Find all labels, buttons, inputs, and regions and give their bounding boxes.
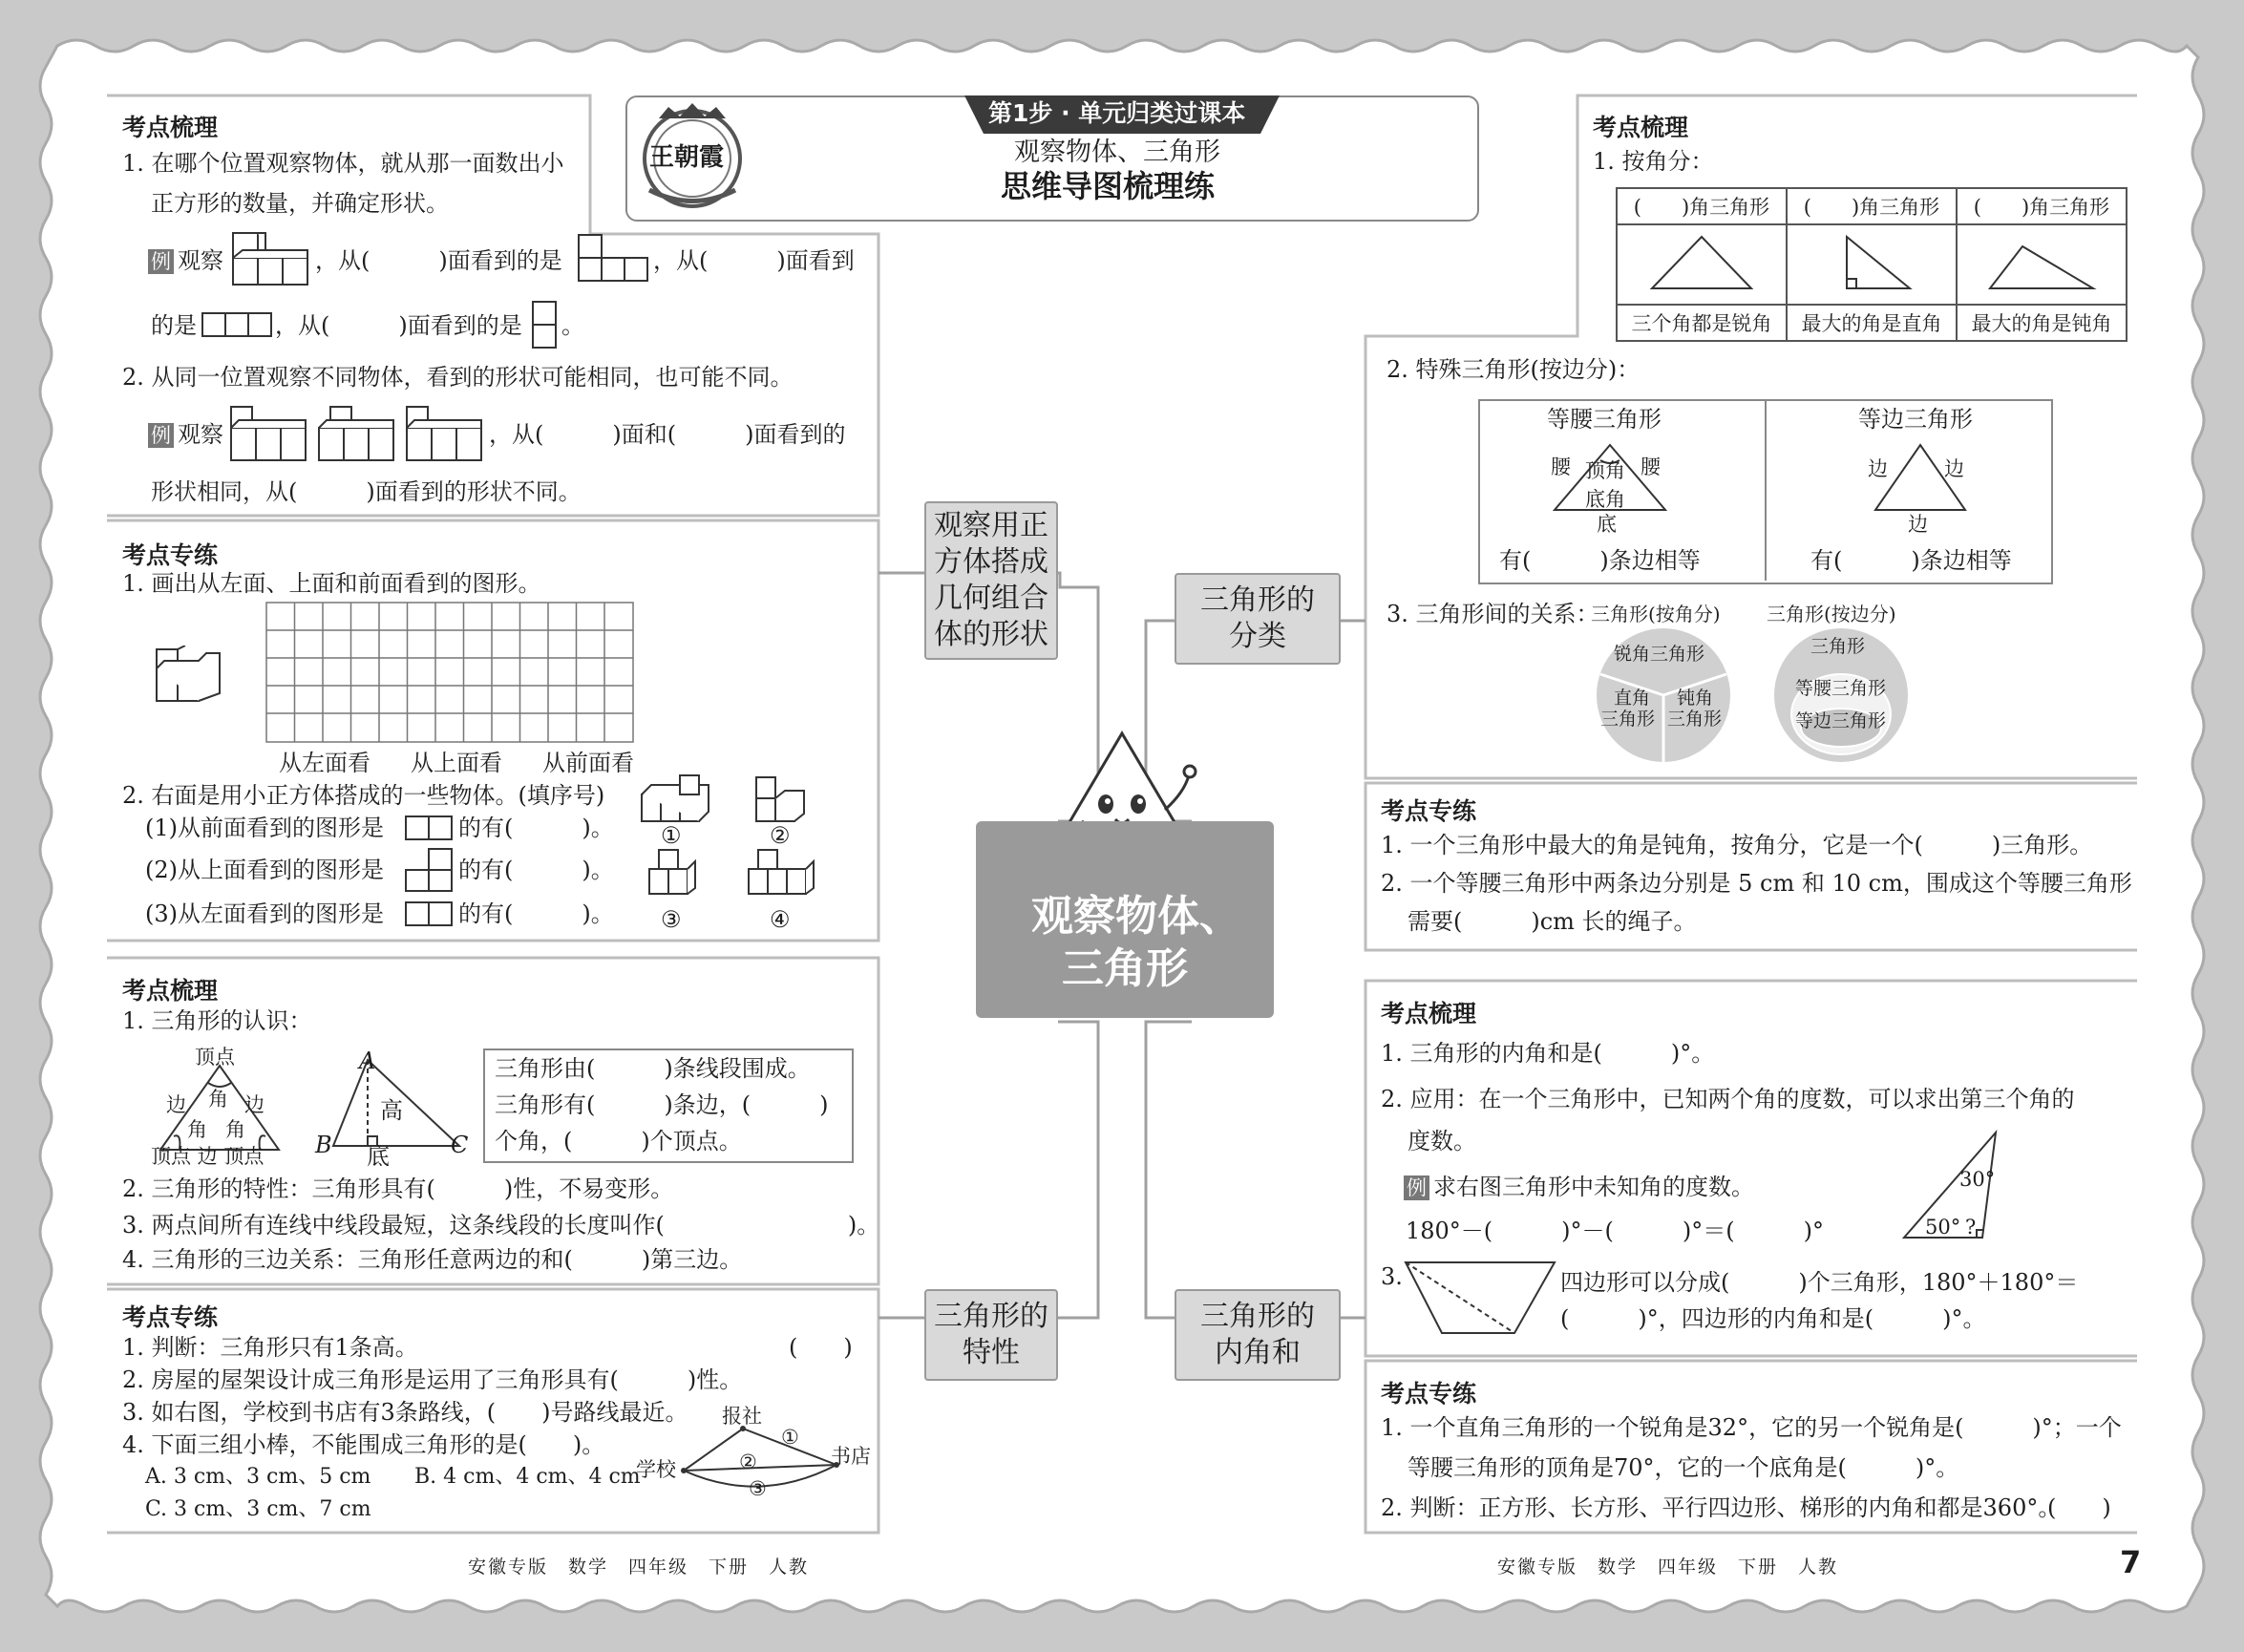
tr-line3: 3. 三角形间的关系： bbox=[1387, 601, 1599, 627]
angle-classification-table bbox=[1616, 187, 2128, 342]
angle-50: 50° bbox=[1925, 1216, 1961, 1239]
tl2-q2b-tail: 的有( )。 bbox=[458, 857, 614, 883]
iso-base: 底 bbox=[1597, 513, 1617, 536]
tl-line2: 2. 从同一位置观察不同物体，看到的形状可能相同，也可能不同。 bbox=[122, 364, 794, 391]
node-property-l1: 三角形的 bbox=[934, 1300, 1048, 1333]
iso-base-angle: 底角 bbox=[1585, 488, 1625, 511]
br-line3b: ( )°，四边形的内角和是( )°。 bbox=[1560, 1305, 1986, 1332]
tl-example2 bbox=[148, 420, 223, 449]
tl-ex1d: 的是 bbox=[151, 312, 197, 339]
bl2-q4: 4. 下面三组小棒，不能围成三角形的是( )。 bbox=[122, 1431, 605, 1458]
label-angle-right: 角 bbox=[225, 1118, 245, 1141]
node-triangle-angles bbox=[1175, 1289, 1341, 1381]
cell-bot-3: 最大的角是钝角 bbox=[1957, 305, 2127, 341]
obj-num-2: ② bbox=[770, 822, 791, 849]
equi-side-left: 边 bbox=[1868, 457, 1888, 480]
answer-shape-1 bbox=[405, 815, 453, 840]
br2-q1a: 1. 一个直角三角形的一个锐角是32°，它的另一个锐角是( )°；一个 bbox=[1381, 1414, 2122, 1441]
tl-ex1c: ，从( )面看到 bbox=[653, 247, 855, 274]
tl2-q2b: (2)从上面看到的图形是 bbox=[145, 857, 384, 883]
node-observe-l2: 方体搭成 bbox=[934, 545, 1048, 579]
tr2-q2b: 需要( )cm 长的绳子。 bbox=[1408, 908, 1697, 935]
tl2-q2c: (3)从左面看到的图形是 bbox=[145, 900, 384, 927]
cell-obtuse-fig bbox=[1957, 224, 2127, 305]
tl-line1a: 1. 在哪个位置观察物体，就从那一面数出小 bbox=[122, 150, 564, 177]
small-cubes-figure bbox=[153, 646, 229, 705]
example-badge: 例 bbox=[148, 249, 174, 274]
view-shape-b bbox=[201, 311, 273, 338]
vertex-B: B bbox=[315, 1132, 332, 1158]
equi-side-bottom: 边 bbox=[1908, 513, 1928, 536]
br-line2a: 2. 应用：在一个三角形中，已知两个角的度数，可以求出第三个角的 bbox=[1381, 1086, 2075, 1112]
cell-bot-1: 三个角都是锐角 bbox=[1617, 305, 1787, 341]
tl-line1b: 正方形的数量，并确定形状。 bbox=[151, 190, 449, 217]
three-objects-figure bbox=[229, 403, 487, 464]
label-height: 高 bbox=[380, 1097, 403, 1124]
cube-stack-figure bbox=[229, 231, 311, 288]
vertex-C: C bbox=[451, 1132, 469, 1158]
br-calc: 180°－( )°－( )°＝( )° bbox=[1406, 1218, 1824, 1244]
page-number: 7 bbox=[2120, 1544, 2142, 1580]
label-vertex-top: 顶点 bbox=[195, 1046, 235, 1069]
node-observe-l4: 体的形状 bbox=[934, 618, 1048, 651]
tr2-q2a: 2. 一个等腰三角形中两条边分别是 5 cm 和 10 cm，围成这个等腰三角形 bbox=[1381, 870, 2132, 897]
acute-triangle-icon bbox=[1644, 231, 1759, 294]
tr-line2: 2. 特殊三角形(按边分)： bbox=[1387, 356, 1641, 383]
center-title-line2: 三角形 bbox=[1062, 944, 1188, 993]
vertex-A: A bbox=[359, 1048, 376, 1074]
node-observe-shapes bbox=[924, 501, 1058, 660]
rel-obtuse-2: 三角形 bbox=[1667, 709, 1723, 730]
bl2-optB: B. 4 cm、4 cm、4 cm bbox=[414, 1465, 641, 1489]
tl2-q2: 2. 右面是用小正方体搭成的一些物体。(填序号) bbox=[122, 782, 605, 809]
tl-ex2c: 形状相同，从( )面看到的形状不同。 bbox=[151, 478, 582, 505]
equi-equal-sides: 有( )条边相等 bbox=[1810, 547, 2012, 574]
bl-box1: 三角形由( )条线段围成。 bbox=[495, 1055, 811, 1082]
br-example bbox=[1404, 1173, 1754, 1201]
bl-box2: 三角形有( )条边，( ) bbox=[495, 1091, 829, 1118]
answer-shape-2 bbox=[405, 848, 453, 894]
br-ex-text: 求右图三角形中未知角的度数。 bbox=[1433, 1174, 1754, 1200]
rel-obtuse-1: 钝角 bbox=[1677, 688, 1714, 709]
cell-bot-2: 最大的角是直角 bbox=[1787, 305, 1957, 341]
tl-ex1a: 观察 bbox=[178, 247, 223, 274]
label-from-left: 从左面看 bbox=[279, 750, 370, 776]
tl-ex2b: ，从( )面和( )面看到的 bbox=[489, 421, 846, 448]
br-line1: 1. 三角形的内角和是( )°。 bbox=[1381, 1040, 1715, 1067]
example-badge-2: 例 bbox=[148, 423, 174, 448]
cell-top-1: ( )角三角形 bbox=[1617, 188, 1787, 224]
step-label: 第1步 · 单元归类过课本 bbox=[988, 99, 1246, 127]
node-triangle-property bbox=[924, 1289, 1058, 1381]
bl2-q3: 3. 如右图，学校到书店有3条路线，( )号路线最近。 bbox=[122, 1399, 688, 1426]
node-triangle-classify bbox=[1175, 573, 1341, 665]
rel-acute: 锐角三角形 bbox=[1614, 644, 1705, 665]
label-angle-left: 角 bbox=[187, 1118, 207, 1141]
tl2-q2a-tail: 的有( )。 bbox=[458, 815, 614, 841]
example-badge-3: 例 bbox=[1404, 1175, 1429, 1200]
label-edge-left: 边 bbox=[166, 1093, 186, 1116]
cell-right-fig bbox=[1787, 224, 1957, 305]
rel-equi: 等边三角形 bbox=[1795, 710, 1887, 731]
angle-unknown: ? bbox=[1965, 1216, 1977, 1239]
node-classify-l2: 分类 bbox=[1229, 620, 1286, 653]
tl-ex1b: ，从( )面看到的是 bbox=[315, 247, 562, 274]
equi-side-right: 边 bbox=[1944, 457, 1964, 480]
footer-left: 安徽专版 数学 四年级 下册 人教 bbox=[468, 1557, 810, 1578]
route-2: ② bbox=[739, 1451, 757, 1473]
tr-by-side: 三角形(按边分) bbox=[1767, 603, 1896, 625]
view-shape-a bbox=[577, 233, 649, 283]
equi-title: 等边三角形 bbox=[1858, 406, 1973, 433]
tl-ex1e: ，从( )面看到的是 bbox=[275, 312, 522, 339]
label-from-top: 从上面看 bbox=[411, 750, 502, 776]
cell-top-2: ( )角三角形 bbox=[1787, 188, 1957, 224]
special-divider bbox=[1765, 401, 1767, 581]
cell-top-3: ( )角三角形 bbox=[1957, 188, 2127, 224]
label-from-front: 从前面看 bbox=[542, 750, 634, 776]
cell-acute-fig bbox=[1617, 224, 1787, 305]
tl2-heading: 考点专练 bbox=[122, 541, 219, 569]
bl-line4: 4. 三角形的三边关系：三角形任意两边的和( )第三边。 bbox=[122, 1246, 743, 1273]
rel-right-1: 直角 bbox=[1614, 688, 1651, 709]
node-property-l2: 特性 bbox=[963, 1336, 1020, 1369]
bl2-q1: 1. 判断：三角形只有1条高。 bbox=[122, 1334, 418, 1361]
logo-text: 王朝霞 bbox=[649, 143, 725, 172]
label-base: 底 bbox=[367, 1143, 390, 1170]
br-heading: 考点梳理 bbox=[1381, 1000, 1477, 1027]
obj-num-1: ① bbox=[661, 822, 682, 849]
iso-waist-right: 腰 bbox=[1641, 455, 1661, 478]
node-observe-l1: 观察用正 bbox=[934, 509, 1048, 542]
tl-heading: 考点梳理 bbox=[122, 114, 219, 141]
tl2-q1: 1. 画出从左面、上面和前面看到的图形。 bbox=[122, 570, 541, 597]
footer-right: 安徽专版 数学 四年级 下册 人教 bbox=[1497, 1557, 1839, 1578]
tr2-q1: 1. 一个三角形中最大的角是钝角，按角分，它是一个( )三角形。 bbox=[1381, 832, 2093, 858]
node-angles-l2: 内角和 bbox=[1215, 1336, 1301, 1369]
bl-line2: 2. 三角形的特性：三角形具有( )性，不易变形。 bbox=[122, 1175, 674, 1202]
bl-box3: 个角，( )个顶点。 bbox=[495, 1128, 742, 1154]
iso-title: 等腰三角形 bbox=[1547, 406, 1662, 433]
tl-ex1f: 。 bbox=[561, 312, 584, 339]
map-bookstore: 书店 bbox=[831, 1445, 871, 1468]
trapezoid-figure bbox=[1404, 1260, 1556, 1337]
label-angle-top: 角 bbox=[208, 1088, 228, 1111]
center-title-line1: 观察物体、 bbox=[1031, 892, 1241, 941]
map-school: 学校 bbox=[636, 1458, 676, 1481]
tl2-q2a: (1)从前面看到的图形是 bbox=[145, 815, 384, 841]
drawing-grid bbox=[265, 602, 634, 743]
bl2-q2: 2. 房屋的屋架设计成三角形是运用了三角形具有( )性。 bbox=[122, 1366, 743, 1393]
page-main-title: 思维导图梳理练 bbox=[1001, 168, 1216, 204]
tr2-heading: 考点专练 bbox=[1381, 797, 1477, 825]
obtuse-triangle-icon bbox=[1984, 231, 2099, 294]
angle-30: 30° bbox=[1959, 1168, 1996, 1191]
iso-apex: 顶角 bbox=[1585, 459, 1625, 482]
tr-by-angle: 三角形(按角分) bbox=[1591, 603, 1721, 625]
label-edge-right: 边 bbox=[244, 1093, 265, 1116]
iso-equal-sides: 有( )条边相等 bbox=[1499, 547, 1701, 574]
map-newspaper: 报社 bbox=[722, 1405, 762, 1428]
br-line3-num: 3. bbox=[1381, 1263, 1403, 1290]
br-line2b: 度数。 bbox=[1408, 1128, 1476, 1154]
br2-q2: 2. 判断：正方形、长方形、平行四边形、梯形的内角和都是360°。 bbox=[1381, 1494, 2062, 1521]
route-3: ③ bbox=[749, 1477, 767, 1500]
tr-line1: 1. 按角分： bbox=[1593, 148, 1714, 175]
obj-num-4: ④ bbox=[770, 906, 791, 933]
bl2-optA: A. 3 cm、3 cm、5 cm bbox=[145, 1465, 371, 1489]
bl-line3: 3. 两点间所有连线中线段最短，这条线段的长度叫作( )。 bbox=[122, 1212, 880, 1239]
br2-heading: 考点专练 bbox=[1381, 1380, 1477, 1408]
bl2-optC: C. 3 cm、3 cm、7 cm bbox=[145, 1497, 371, 1521]
route-1: ① bbox=[781, 1426, 799, 1449]
tl2-q2c-tail: 的有( )。 bbox=[458, 900, 614, 927]
view-shape-c bbox=[531, 300, 558, 349]
rel-right-2: 三角形 bbox=[1600, 709, 1656, 730]
right-triangle-icon bbox=[1814, 231, 1929, 294]
node-observe-l3: 几何组合 bbox=[934, 582, 1048, 615]
bl-heading: 考点梳理 bbox=[122, 977, 219, 1005]
iso-waist-left: 腰 bbox=[1551, 455, 1571, 478]
label-bottom-row: 顶点 边 顶点 bbox=[151, 1145, 265, 1168]
tl-ex2a: 观察 bbox=[178, 421, 223, 448]
rel-iso: 等腰三角形 bbox=[1795, 678, 1887, 699]
node-classify-l1: 三角形的 bbox=[1200, 583, 1315, 617]
bl2-heading: 考点专练 bbox=[122, 1303, 219, 1331]
br2-q2-bracket: ( ) bbox=[2047, 1494, 2111, 1521]
tl-example1 bbox=[148, 246, 223, 275]
obj-num-3: ③ bbox=[661, 906, 682, 933]
br-line3a: 四边形可以分成( )个三角形，180°＋180°＝ bbox=[1560, 1269, 2079, 1296]
unit-title: 观察物体、三角形 bbox=[1014, 138, 1220, 167]
answer-shape-3 bbox=[405, 901, 453, 926]
bl2-q1-bracket: ( ) bbox=[789, 1334, 853, 1361]
bl-line1: 1. 三角形的认识： bbox=[122, 1007, 312, 1034]
br2-q1b: 等腰三角形的顶角是70°，它的一个底角是( )°。 bbox=[1408, 1454, 1959, 1481]
node-angles-l1: 三角形的 bbox=[1200, 1300, 1315, 1333]
tr-heading: 考点梳理 bbox=[1593, 114, 1689, 141]
rel-tri: 三角形 bbox=[1810, 636, 1866, 657]
